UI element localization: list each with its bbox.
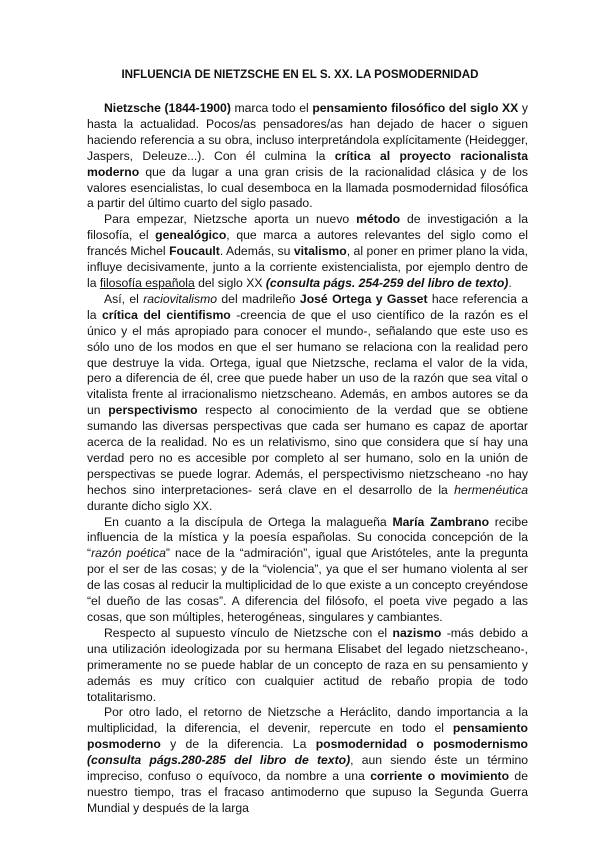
text-run: hace referencia a la	[87, 291, 528, 322]
text-run: , que marca a autores relevantes del siglo como el francés Michel	[87, 228, 528, 259]
paragraph	[87, 515, 528, 626]
text-run: hermenéutica	[454, 482, 528, 497]
text-run: . Además, su	[219, 244, 294, 259]
text-run: de nuestro tiempo, tras el fracaso antimoderno que supuso la Segunda Guerra Mundial y después de la larga	[87, 769, 528, 815]
text-run: Respecto al supuesto vínculo de Nietzsche con el	[104, 625, 393, 640]
paragraph	[87, 212, 528, 292]
text-run: , aun siendo éste un término impreciso, confuso o equívoco, da nombre a una	[87, 753, 528, 784]
paragraph	[87, 101, 528, 212]
text-run: María Zambrano	[392, 514, 490, 529]
document-body	[87, 101, 528, 817]
text-run: que da lugar a una gran crisis de la racionalidad clásica y de los valores esencialistas, lo cual desemboca en la llamada posmodernidad filosófica a partir del último cuarto del siglo pasado.	[87, 164, 528, 211]
text-run: corriente o movimiento	[370, 769, 510, 784]
text-run: recibe influencia de la mística y la poesía españolas. Su conocida concepción de la “	[87, 514, 528, 561]
text-run: raciovitalismo	[143, 291, 218, 306]
text-run: Por otro lado, el retorno de Nietzsche a Heráclito, dando importancia a la multiplicidad, la diferencia, el devenir, repercute en todo el	[87, 705, 528, 736]
text-run: genealógico	[155, 228, 227, 243]
text-run: Foucault	[169, 244, 220, 259]
text-run: -más debido a una utilización ideologizada por su hermana Elisabet del legado nietzscheano-, primeramente no se puede hablar de un concepto de raza en su pensamiento y además es muy crítico con cualquier actitud de rebaño propia de todo totalitarismo.	[87, 625, 528, 704]
text-run: crítica al proyecto racionalista moderno	[87, 148, 528, 179]
text-run: y de la diferencia. La	[160, 737, 316, 752]
text-run: nazismo	[392, 625, 442, 640]
text-run: (consulta págs.280-285 del libro de texto)	[87, 753, 351, 768]
paragraph	[87, 626, 528, 706]
text-run: perspectivismo	[108, 403, 198, 418]
text-run: vitalismo	[293, 244, 347, 259]
text-run: posmodernidad o posmodernismo	[315, 737, 528, 752]
text-run: ” nace de la “admiración”, igual que Aristóteles, ante la pregunta por el ser de las cosas; y de la “violencia”, ya que el ser humano violenta al ser de las cosas al reducir la multiplicidad de lo que existe a un concepto creyéndose “el dueño de las cosas”. A diferencia del filósofo, el poeta vive pegado a las cosas, que son múltiples, heterogéneas, singulares y cambiantes.	[87, 546, 528, 624]
text-run: , al poner en primer plano la vida, influye decisivamente, junto a la corriente existencialista, por ejemplo dentro de la	[87, 244, 528, 290]
text-run: Para empezar, Nietzsche aporta un nuevo	[104, 212, 357, 227]
text-run: pensamiento filosófico del siglo XX	[312, 101, 519, 115]
text-run: -creencia de que el uso científico de la razón es el único y el más apropiado para conocer el mundo-, señalando que este uso es sólo uno de los modos en que el ser humano se relaciona con la realidad pero que destruye la vida. Ortega, igual que Nietzsche, reclama el valor de la vida, pero a diferencia de él, cree que puede haber un uso de la razón que sea vital o vitalista frente al irracionalismo nietzscheano. Además, en ambos autores se da un	[87, 307, 529, 418]
paragraph	[87, 292, 528, 515]
text-run: marca todo el	[230, 101, 313, 115]
text-run: de investigación a la filosofía, el	[87, 212, 528, 243]
text-run: En cuanto a la discípula de Ortega la malagueña	[104, 514, 393, 529]
text-run: razón poética	[91, 546, 166, 561]
text-run: del madrileño	[217, 291, 300, 306]
text-run: filosofía española	[99, 275, 195, 290]
text-run: método	[356, 212, 401, 227]
document-title: INFLUENCIA DE NIETZSCHE EN EL S. XX. LA POSMODERNIDAD	[121, 68, 479, 81]
text-run: crítica del cientifismo	[101, 307, 231, 322]
text-run: respecto al conocimiento de la verdad que se obtiene sumando las diversas perspectivas que cada ser humano es capaz de aportar acerca de la realidad. No es un relativismo, sino que considera que sí hay una verdad pero no es accesible por completo al ser humano, solo en la unión de perspectivas se puede lograr. Además, el perspectivismo nietzscheano -no hay hechos sino interpretaciones- será clave en el desarrollo de la	[87, 403, 529, 497]
paragraph	[87, 705, 528, 816]
text-run: del siglo XX	[194, 275, 266, 290]
text-run: pensamiento posmoderno	[87, 721, 528, 752]
text-run: Así, el	[104, 291, 144, 306]
text-run: José Ortega y Gasset	[299, 291, 428, 306]
text-run: .	[508, 275, 512, 290]
text-run: (consulta págs. 254-259 del libro de texto)	[265, 275, 509, 290]
text-run: Nietzsche (1844-1900)	[104, 101, 231, 115]
text-run: y hasta la actualidad. Pocos/as pensadores/as han dejado de hacer o siguen haciendo referencia a su obra, incluso interpretándola explícitamente (Heidegger, Jaspers, Deleuze...). Con él culmina la	[87, 101, 528, 163]
text-run: durante dicho siglo XX.	[87, 498, 213, 513]
